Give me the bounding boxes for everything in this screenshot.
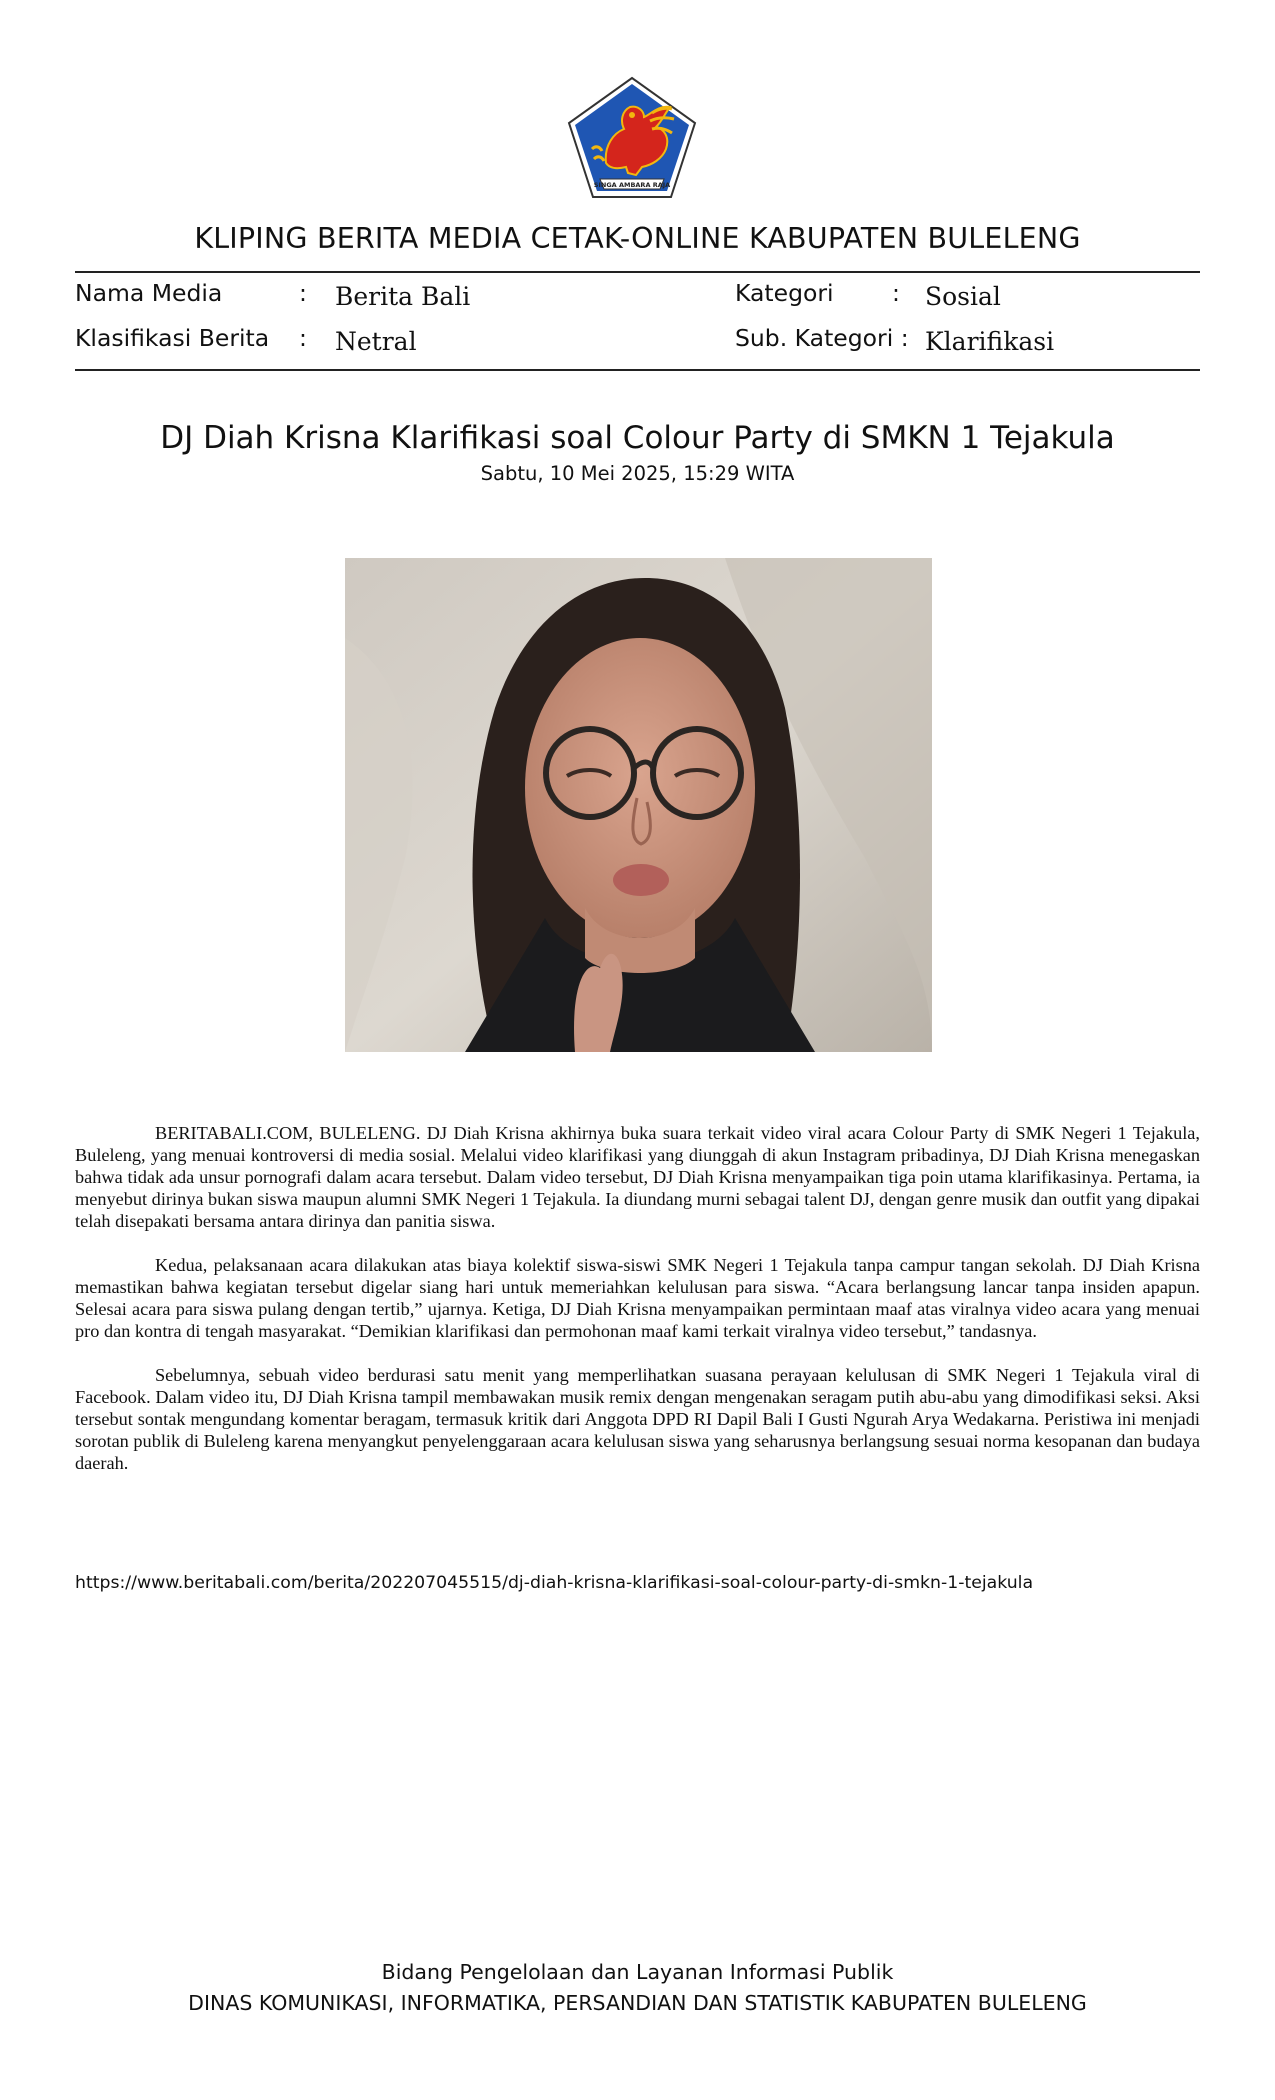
meta-row-media <box>75 279 1200 319</box>
header-divider-top <box>75 271 1200 273</box>
source-url-link[interactable]: https://www.beritabali.com/berita/202207045515/dj-diah-krisna-klarifikasi-soal-colour-party-di-smkn-1-tejakula <box>75 1573 1034 1593</box>
article-date: Sabtu, 10 Mei 2025, 15:29 WITA <box>480 462 795 485</box>
kliping-header-title: KLIPING BERITA MEDIA CETAK-ONLINE KABUPATEN BULELENG <box>194 222 1081 255</box>
subkategori-label: Sub. Kategori : <box>735 324 909 352</box>
meta-row-klasifikasi <box>75 324 1200 364</box>
header-divider-bottom <box>75 369 1200 371</box>
klasifikasi-label: Klasifikasi Berita <box>75 324 270 352</box>
footer-agency: DINAS KOMUNIKASI, INFORMATIKA, PERSANDIAN DAN STATISTIK KABUPATEN BULELENG <box>188 1991 1087 2015</box>
footer-division: Bidang Pengelolaan dan Layanan Informasi Publik <box>381 1960 894 1984</box>
article-paragraph: Sebelumnya, sebuah video berdurasi satu menit yang memperlihatkan suasana perayaan kelulusan di SMK Negeri 1 Tejakula viral di Facebook. Dalam video itu, DJ Diah Krisna tampil membawakan musik remix dengan mengenakan seragam putih abu-abu yang dimodifikasi seksi. Aksi tersebut sontak mengundang komentar beragam, termasuk kritik dari Anggota DPD RI Dapil Bali I Gusti Ngurah Arya Wedakarna. Peristiwa ini menjadi sorotan publik di Buleleng karena menyangkut penyelenggaraan acara kelulusan siswa yang seharusnya berlangsung sesuai norma kesopanan dan budaya daerah. <box>75 1365 1200 1473</box>
kategori-colon: : <box>892 279 900 307</box>
article-title: DJ Diah Krisna Klarifikasi soal Colour Party di SMKN 1 Tejakula <box>160 420 1115 456</box>
media-label: Nama Media <box>75 279 223 307</box>
klasifikasi-colon: : <box>299 324 307 352</box>
article-paragraph: Kedua, pelaksanaan acara dilakukan atas biaya kolektif siswa-siswi SMK Negeri 1 Tejakula tanpa campur tangan sekolah. DJ Diah Krisna memastikan bahwa kegiatan tersebut digelar siang hari untuk memeriahkan kelulusan para siswa. “Acara berlangsung lancar tanpa insiden apapun. Selesai acara para siswa pulang dengan tertib,” ujarnya. Ketiga, DJ Diah Krisna menyampaikan permintaan maaf atas viralnya video acara yang menuai pro dan kontra di tengah masyarakat. “Demikian klarifikasi dan permohonan maaf kami terkait viralnya video tersebut,” tandasnya. <box>75 1255 1200 1341</box>
article-body <box>75 1122 1200 1496</box>
article-paragraph: BERITABALI.COM, BULELENG. DJ Diah Krisna akhirnya buka suara terkait video viral acara Colour Party di SMK Negeri 1 Tejakula, Buleleng, yang menuai kontroversi di media sosial. Melalui video klarifikasi yang diunggah di akun Instagram pribadinya, DJ Diah Krisna menegaskan bahwa tidak ada unsur pornografi dalam acara tersebut. Dalam video tersebut, DJ Diah Krisna menyampaikan tiga poin utama klarifikasinya. Pertama, ia menyebut dirinya bukan siswa maupun alumni SMK Negeri 1 Tejakula. Ia diundang murni sebagai talent DJ, dengan genre musik dan outfit yang dipakai telah disepakati bersama antara dirinya dan panitia siswa. <box>75 1123 1200 1231</box>
media-value: Berita Bali <box>335 282 471 311</box>
kategori-label: Kategori <box>735 279 834 307</box>
emblem-caption: SINGA AMBARA RAJA <box>593 181 671 189</box>
article-photo <box>345 558 932 1052</box>
media-colon: : <box>299 279 307 307</box>
kategori-value: Sosial <box>925 282 1001 311</box>
klasifikasi-value: Netral <box>335 327 417 356</box>
kabupaten-emblem-logo <box>566 75 698 200</box>
subkategori-value: Klarifikasi <box>925 327 1055 356</box>
